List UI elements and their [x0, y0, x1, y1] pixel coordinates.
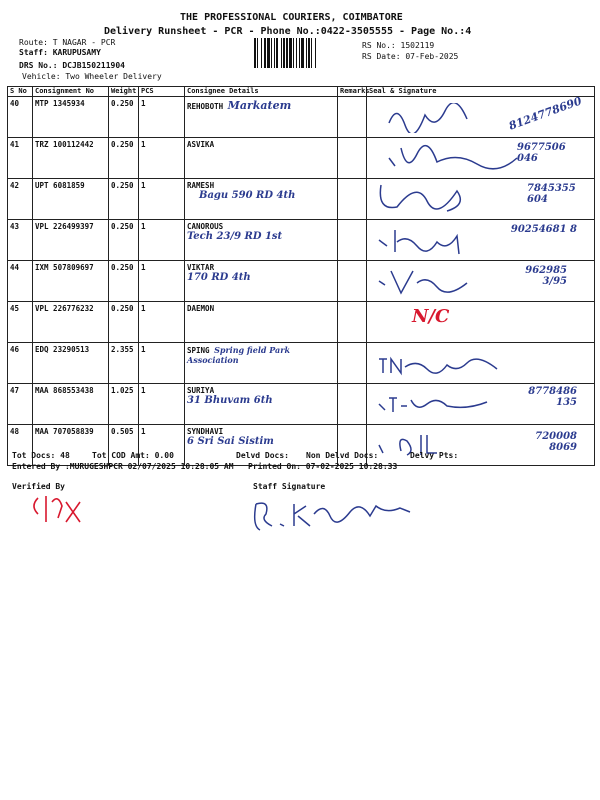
consignee-name: SURIYA: [187, 386, 215, 395]
row-pcs: 1: [139, 302, 185, 343]
recipient-phone: 90254681 8: [510, 224, 577, 235]
row-consignment: IXM 507809697: [33, 261, 109, 302]
row-remarks: [338, 261, 367, 302]
row-remarks: [338, 220, 367, 261]
row-weight: 0.250: [109, 179, 139, 220]
row-seal: [367, 94, 595, 138]
consignee-name: REHOBOTH: [187, 102, 224, 111]
row-remarks: [338, 138, 367, 179]
recipient-phone: 8124778690: [507, 94, 584, 133]
printed-on: Printed On: 07-02-2025 10:28:33: [248, 462, 398, 471]
row-pcs: 1: [139, 138, 185, 179]
table-row: [8, 97, 595, 138]
row-pcs: 1: [139, 261, 185, 302]
consignee-name: CANOROUS: [187, 222, 224, 231]
row-seal: [367, 302, 595, 343]
recipient-signature: [377, 392, 507, 418]
consignee-name: SYNDHAVI: [187, 427, 224, 436]
table-row: [8, 261, 595, 302]
row-consignment: TRZ 100112442: [33, 138, 109, 179]
row-consignee: [185, 220, 338, 261]
col-consignee: Consignee Details: [185, 87, 338, 97]
table-row: [8, 138, 595, 179]
staff-label: Staff: KARUPUSAMY: [19, 48, 101, 57]
col-pcs: PCS: [139, 87, 185, 97]
row-seal: [367, 220, 595, 261]
table-row: [8, 179, 595, 220]
not-contactable-mark: N/C: [412, 306, 450, 327]
row-seal: [367, 384, 595, 425]
rs-date: RS Date: 07-Feb-2025: [362, 52, 459, 61]
staff-signature-label: Staff Signature: [253, 482, 326, 491]
runsheet-subtitle: Delivery Runsheet - PCR - Phone No.:0422-3505555 - Page No.:4: [104, 26, 472, 37]
table-row: [8, 220, 595, 261]
handwritten-note: Spring field Park Association: [187, 345, 290, 365]
row-pcs: 1: [139, 220, 185, 261]
entered-by: Entered By :MURUGESHPCR 02/07/2025 10:28:05 AM: [12, 462, 234, 471]
recipient-signature: [387, 103, 507, 133]
row-consignee: [185, 384, 338, 425]
row-consignment: EDQ 23290513: [33, 343, 109, 384]
total-cod-amount: Tot COD Amt: 0.00: [92, 451, 174, 460]
table-row: [8, 384, 595, 425]
row-remarks: [338, 179, 367, 220]
row-seal: [367, 425, 595, 466]
table-row: [8, 302, 595, 343]
row-consignee: [185, 261, 338, 302]
row-sno: 41: [8, 138, 33, 179]
consignee-name: ASVIKA: [187, 140, 215, 149]
row-sno: 48: [8, 425, 33, 466]
row-consignment: UPT 6081859: [33, 179, 109, 220]
row-consignee: [185, 302, 338, 343]
row-sno: 42: [8, 179, 33, 220]
delivered-docs: Delvd Docs:: [236, 451, 289, 460]
route-label: Route: T NAGAR - PCR: [19, 38, 116, 47]
col-sno: S No: [8, 87, 33, 97]
company-name: THE PROFESSIONAL COURIERS, COIMBATORE: [180, 12, 403, 23]
recipient-signature: [377, 353, 507, 379]
rs-number: RS No.: 1502119: [362, 41, 435, 50]
row-consignee: [185, 97, 338, 138]
row-remarks: [338, 302, 367, 343]
handwritten-note: Tech 23/9 RD 1st: [187, 231, 283, 242]
total-docs: Tot Docs: 48: [12, 451, 70, 460]
row-consignment: VPL 226776232: [33, 302, 109, 343]
consignee-name: SPING: [187, 346, 210, 355]
row-sno: 44: [8, 261, 33, 302]
row-pcs: 1: [139, 384, 185, 425]
row-pcs: 1: [139, 179, 185, 220]
row-weight: 0.250: [109, 138, 139, 179]
row-sno: 47: [8, 384, 33, 425]
row-sno: 43: [8, 220, 33, 261]
handwritten-note: Markatem: [227, 99, 292, 112]
recipient-signature: [387, 144, 527, 174]
recipient-phone: 8778486 135: [528, 386, 577, 408]
row-weight: 2.355: [109, 343, 139, 384]
row-pcs: 1: [139, 425, 185, 466]
recipient-signature: [377, 267, 497, 297]
col-seal: Seal & Signature: [367, 87, 595, 97]
row-seal: [367, 179, 595, 220]
col-consignment: Consignment No: [33, 87, 109, 97]
row-weight: 0.505: [109, 425, 139, 466]
row-consignment: MAA 868553438: [33, 384, 109, 425]
non-delivered-docs: Non Delvd Docs:: [306, 451, 379, 460]
row-seal: [367, 138, 595, 179]
row-consignment: MAA 707058839: [33, 425, 109, 466]
row-pcs: 1: [139, 97, 185, 138]
row-consignment: VPL 226499397: [33, 220, 109, 261]
recipient-phone: 720008 8069: [535, 431, 577, 453]
row-sno: 45: [8, 302, 33, 343]
row-seal: [367, 261, 595, 302]
row-weight: 1.025: [109, 384, 139, 425]
row-consignee: [185, 138, 338, 179]
verified-by-label: Verified By: [12, 482, 65, 491]
handwritten-note: 31 Bhuvam 6th: [187, 395, 273, 406]
handwritten-note: 170 RD 4th: [187, 272, 251, 283]
col-remarks: Remarks: [338, 87, 367, 97]
consignee-name: RAMESH: [187, 181, 215, 190]
row-remarks: [338, 97, 367, 138]
col-weight: Weight: [109, 87, 139, 97]
delivery-points: Delvy Pts:: [410, 451, 459, 460]
verifier-signature: [28, 492, 88, 532]
table-header-row: [8, 87, 595, 97]
row-seal: [367, 343, 595, 384]
row-pcs: 1: [139, 343, 185, 384]
row-consignment: MTP 1345934: [33, 97, 109, 138]
recipient-signature: [377, 226, 497, 256]
consignee-name: VIKTAR: [187, 263, 215, 272]
handwritten-note: 6 Sri Sai Sistim: [187, 436, 274, 447]
table-row: [8, 343, 595, 384]
recipient-phone: 9677506 046: [517, 142, 566, 164]
row-consignee: [185, 343, 338, 384]
row-sno: 46: [8, 343, 33, 384]
row-weight: 0.250: [109, 220, 139, 261]
vehicle-label: Vehicle: Two Wheeler Delivery: [22, 72, 162, 81]
row-sno: 40: [8, 97, 33, 138]
row-weight: 0.250: [109, 261, 139, 302]
recipient-phone: 7845355 604: [527, 183, 576, 205]
consignee-name: DAEMON: [187, 304, 215, 313]
row-weight: 0.250: [109, 302, 139, 343]
barcode: [254, 38, 354, 68]
runsheet-table: [7, 86, 595, 466]
row-consignee: [185, 179, 338, 220]
recipient-phone: 962985 3/95: [525, 265, 567, 287]
staff-signature: [250, 496, 420, 536]
row-remarks: [338, 343, 367, 384]
handwritten-note: Bagu 590 RD 4th: [199, 190, 296, 201]
row-weight: 0.250: [109, 97, 139, 138]
recipient-signature: [377, 181, 497, 215]
drs-number: DRS No.: DCJB150211904: [19, 61, 125, 70]
row-remarks: [338, 384, 367, 425]
